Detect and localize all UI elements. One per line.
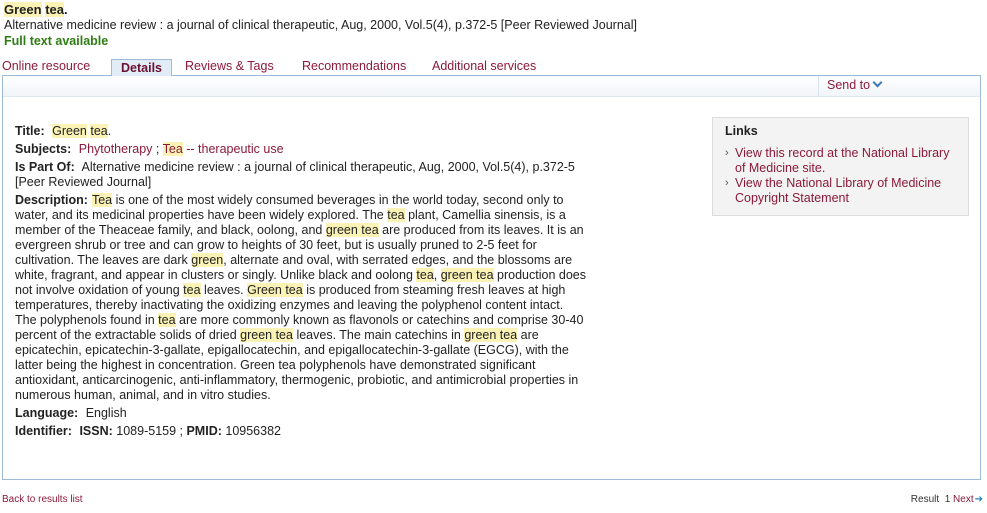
is-part-of-row xyxy=(15,160,587,190)
description-segment: production does not involve oxidation of young xyxy=(15,268,586,297)
description-highlight: tea xyxy=(387,208,405,222)
send-to-label: Send to xyxy=(827,78,871,92)
tab-additional-services[interactable]: Additional services xyxy=(432,59,537,73)
description-segment: are epicatechin, epicatechin-3-gallate, epigallocatechin, and epigallocatechin-3-gallate (EGCG), with the latter being the highest in concentration. Green tea polyphenols have demonstrated significant antioxidant, anticarcinogenic, anti-inflammatory, thermogenic, probiotic, and antimicrobial properties in numerous human, animal, and in vitro studies. xyxy=(15,328,579,402)
next-label: Next xyxy=(953,494,974,505)
is-part-of-label: Is Part Of: xyxy=(15,160,75,174)
description-highlight: green tea xyxy=(325,223,379,237)
tab-bar xyxy=(2,58,982,76)
record-details xyxy=(15,124,587,442)
record-title[interactable] xyxy=(4,2,964,17)
description-highlight: tea xyxy=(183,283,201,297)
record-header xyxy=(4,2,964,49)
issn-value: 1089-5159 xyxy=(116,424,177,438)
subject-tea-rest: -- therapeutic use xyxy=(182,142,284,156)
description-highlight: green tea xyxy=(240,328,293,342)
pmid-label: PMID: xyxy=(186,424,222,438)
tab-details[interactable]: Details xyxy=(111,59,172,76)
subject-link-phytotherapy[interactable]: Phytotherapy xyxy=(78,142,153,156)
subject-separator: ; xyxy=(152,142,163,156)
is-part-of-value: Alternative medicine review : a journal of clinical therapeutic, Aug, 2000, Vol.5(4), p.372-5 [Peer Reviewed Journal] xyxy=(15,160,575,189)
subject-tea-highlight: Tea xyxy=(162,142,183,156)
title-value-tea: tea xyxy=(90,124,108,138)
title-value-green: Green xyxy=(52,124,87,138)
description-text xyxy=(15,193,586,402)
chevron-right-icon: › xyxy=(725,147,729,159)
description-segment: leaves. The main catechins in xyxy=(292,328,465,342)
chevron-right-icon: › xyxy=(725,177,729,189)
description-segment: is produced from steaming fresh leaves at high temperatures, thereby inactivating the oxidizing enzymes and leaving the polyphenol content intact. The polyphenols found in xyxy=(15,283,566,327)
description-label: Description: xyxy=(15,193,88,207)
tab-reviews-tags[interactable]: Reviews & Tags xyxy=(185,59,274,73)
link-nlm-record[interactable] xyxy=(725,146,956,176)
send-to-menu[interactable] xyxy=(818,76,979,96)
identifier-row xyxy=(15,424,587,439)
subject-link-tea[interactable] xyxy=(163,142,284,156)
description-segment: , xyxy=(433,268,441,282)
details-panel xyxy=(2,75,981,480)
description-segment: plant, Camellia sinensis, is a member of the Theaceae family, and black, oolong, and xyxy=(15,208,566,237)
description-row xyxy=(15,193,587,403)
fulltext-status: Full text available xyxy=(4,34,109,48)
description-highlight: tea xyxy=(158,313,176,327)
subjects-row xyxy=(15,142,587,157)
link-nlm-copyright[interactable] xyxy=(725,176,956,206)
tab-online-resource[interactable]: Online resource xyxy=(2,59,91,73)
identifier-separator: ; xyxy=(176,424,187,438)
next-link[interactable] xyxy=(953,494,983,505)
links-box xyxy=(712,117,969,216)
result-number: 1 xyxy=(944,494,951,505)
description-segment: are more commonly known as flavonols or catechins and comprise 30-40 percent of the extractable solids of dried xyxy=(15,313,584,342)
title-period: . xyxy=(64,2,68,17)
title-word-tea: tea xyxy=(45,2,64,17)
description-highlight: tea xyxy=(416,268,434,282)
links-title: Links xyxy=(725,124,758,138)
back-to-results-link[interactable]: Back to results list xyxy=(2,494,83,505)
title-label: Title: xyxy=(15,124,45,138)
title-value-period: . xyxy=(107,124,112,138)
language-value: English xyxy=(85,406,127,420)
description-highlight: green xyxy=(191,253,224,267)
record-source: Alternative medicine review : a journal of clinical therapeutic, Aug, 2000, Vol.5(4), p.372-5 [Peer Reviewed Journal] xyxy=(4,18,637,32)
result-label: Result xyxy=(910,494,940,505)
identifier-label: Identifier: xyxy=(15,424,72,438)
description-segment: , alternate and oval, with serrated edges, and the blossoms are white, fragrant, and appear in clusters or singly. Unlike black and oolong xyxy=(15,253,573,282)
link-nlm-copyright-label: View the National Library of Medicine Copyright Statement xyxy=(735,176,942,205)
issn-label: ISSN: xyxy=(79,424,113,438)
send-bar xyxy=(3,76,980,97)
description-segment: leaves. xyxy=(200,283,248,297)
subjects-label: Subjects: xyxy=(15,142,72,156)
title-word-green: Green xyxy=(4,2,42,17)
chevron-down-icon xyxy=(873,78,883,88)
description-highlight: Green tea xyxy=(247,283,303,297)
pmid-value: 10956382 xyxy=(225,424,281,438)
link-nlm-record-label: View this record at the National Library of Medicine site. xyxy=(735,146,950,175)
arrow-right-icon: ➔ xyxy=(974,494,983,505)
tab-recommendations[interactable]: Recommendations xyxy=(302,59,407,73)
language-row xyxy=(15,406,587,421)
title-row xyxy=(15,124,587,139)
language-label: Language: xyxy=(15,406,79,420)
pager xyxy=(911,494,983,506)
description-highlight: Tea xyxy=(91,193,113,207)
description-highlight: green tea xyxy=(464,328,518,342)
description-highlight: green tea xyxy=(440,268,494,282)
description-segment: are produced from its leaves. It is an evergreen shrub or tree and can grow to heights of 30 feet, but is usually pruned to 2-5 feet for cultivation. The leaves are dark xyxy=(15,223,584,267)
description-segment: is one of the most widely consumed beverages in the world today, second only to water, and its medicinal properties have been widely explored. The xyxy=(15,193,564,222)
